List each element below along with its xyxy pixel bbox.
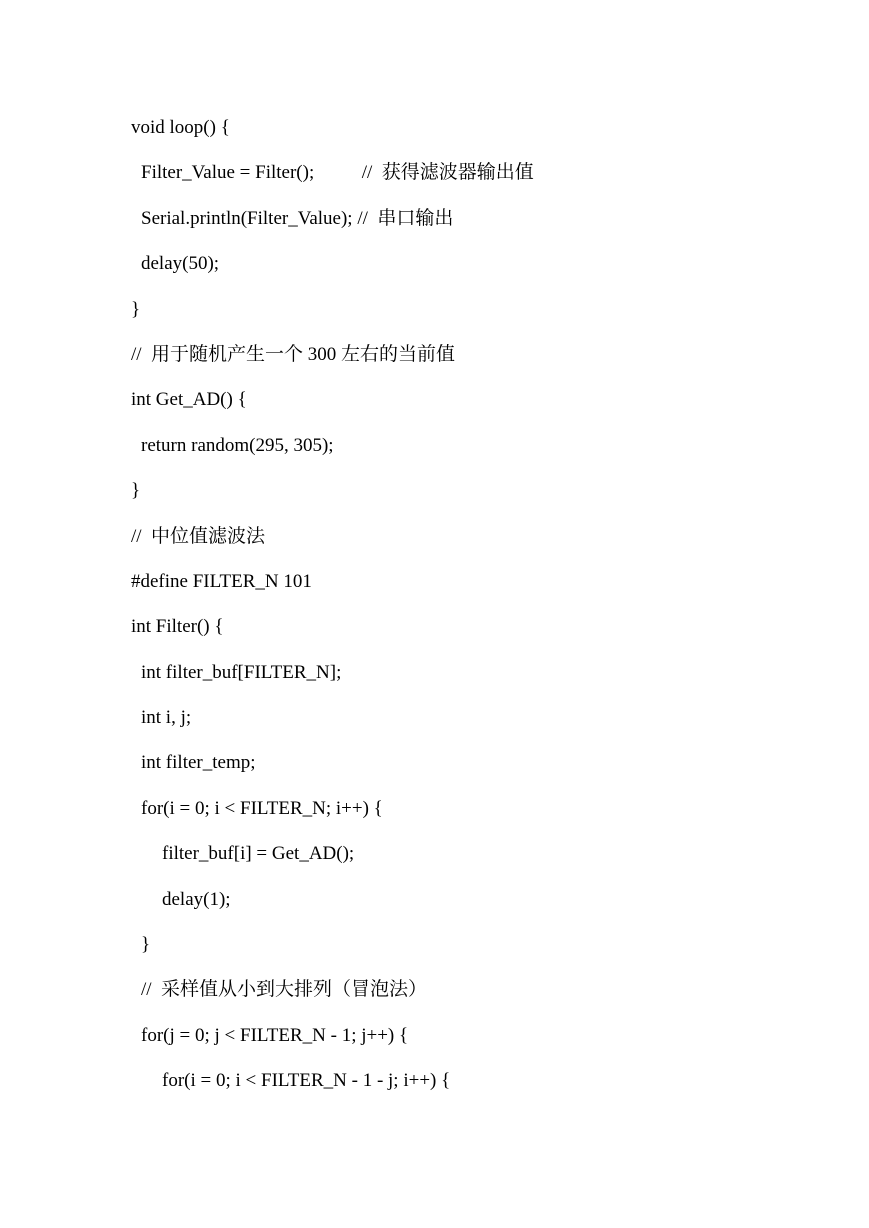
- code-listing: [131, 114, 534, 1113]
- code-line: // 用于随机产生一个 300 左右的当前值: [131, 343, 456, 365]
- code-line: }: [131, 298, 141, 320]
- code-line: for(i = 0; i < FILTER_N - 1 - j; i++) {: [162, 1070, 451, 1092]
- code-line: // 采样值从小到大排列（冒泡法）: [141, 979, 428, 1001]
- code-line: int i, j;: [141, 707, 192, 729]
- code-line: delay(1);: [162, 888, 231, 910]
- code-line: void loop() {: [131, 117, 230, 138]
- code-line: for(i = 0; i < FILTER_N; i++) {: [141, 797, 383, 819]
- code-line: Filter_Value = Filter(); // 获得滤波器输出值: [141, 162, 534, 184]
- code-line: filter_buf[i] = Get_AD();: [162, 843, 355, 865]
- code-line: delay(50);: [141, 253, 220, 275]
- code-line: // 中位值滤波法: [131, 525, 266, 547]
- code-line: #define FILTER_N 101: [131, 570, 312, 592]
- code-line: return random(295, 305);: [141, 434, 334, 456]
- code-line: Serial.println(Filter_Value); // 串口输出: [141, 207, 454, 229]
- code-line: for(j = 0; j < FILTER_N - 1; j++) {: [141, 1024, 409, 1046]
- code-line: int Filter() {: [131, 616, 224, 638]
- code-line: }: [131, 480, 141, 502]
- code-line: int filter_buf[FILTER_N];: [141, 661, 342, 683]
- code-line: }: [141, 934, 151, 956]
- code-line: int filter_temp;: [141, 752, 256, 774]
- code-line: int Get_AD() {: [131, 389, 247, 411]
